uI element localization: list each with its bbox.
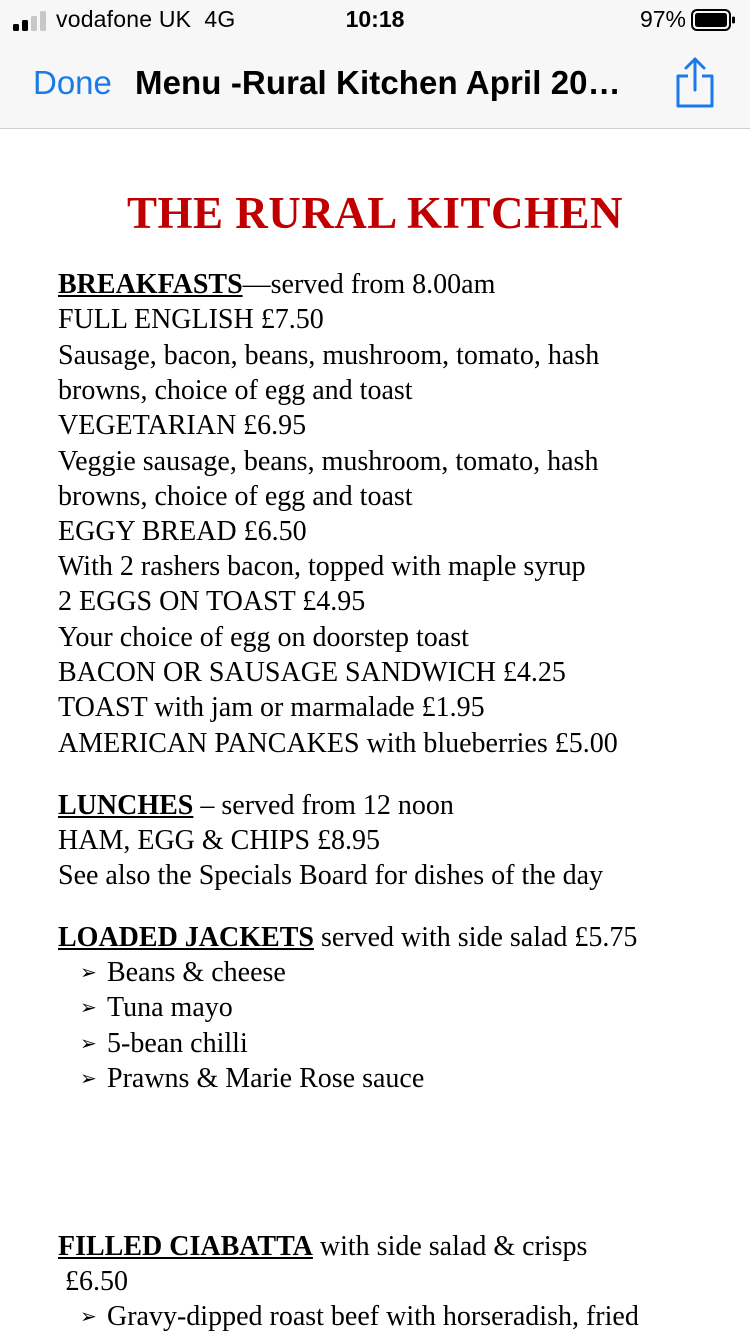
breakfasts-heading-line (58, 271, 495, 299)
menu-item: FULL ENGLISH £7.50 (58, 304, 324, 335)
lunches-subtitle: – served from 12 noon (193, 790, 454, 821)
document-title: Menu -Rural Kitchen April 20… (135, 64, 621, 101)
menu-heading: THE RURAL KITCHEN (126, 188, 624, 238)
list-item (80, 1065, 424, 1093)
share-icon[interactable] (674, 56, 716, 108)
loaded-jackets-title: LOADED JACKETS (58, 922, 314, 953)
menu-item-description: Veggie sausage, beans, mushroom, tomato, hash (58, 446, 599, 477)
clock: 10:18 (345, 6, 405, 32)
navigation-bar (0, 40, 750, 129)
loaded-jackets-heading-line (58, 924, 637, 952)
battery-icon (691, 9, 736, 31)
list-item-label: Prawns & Marie Rose sauce (107, 1063, 425, 1094)
filled-ciabatta-subtitle: with side salad & crisps (312, 1231, 588, 1262)
lunches-heading-line (58, 792, 454, 820)
list-item-label: 5-bean chilli (107, 1028, 248, 1059)
list-item-label: Tuna mayo (107, 992, 233, 1023)
breakfasts-subtitle: —served from 8.00am (242, 269, 496, 300)
filled-ciabatta-price: £6.50 (65, 1266, 128, 1297)
list-item (80, 1030, 248, 1058)
menu-item: 2 EGGS ON TOAST £4.95 (58, 586, 366, 617)
bullet-arrow-icon: ➢ (80, 1304, 97, 1328)
menu-item-description: See also the Specials Board for dishes of the day (58, 860, 604, 891)
breakfasts-title: BREAKFASTS (58, 269, 243, 300)
menu-item-description: Your choice of egg on doorstep toast (58, 622, 469, 653)
done-button[interactable]: Done (33, 64, 112, 101)
bullet-arrow-icon: ➢ (80, 995, 97, 1019)
menu-item: TOAST with jam or marmalade £1.95 (58, 692, 485, 723)
list-item-label: Beans & cheese (107, 957, 286, 988)
menu-item-description: Sausage, bacon, beans, mushroom, tomato, hash (58, 340, 600, 371)
loaded-jackets-subtitle: served with side salad £5.75 (313, 922, 638, 953)
carrier-name: vodafone UK (56, 6, 192, 32)
menu-item-description: browns, choice of egg and toast (58, 375, 413, 406)
lunches-title: LUNCHES (58, 790, 194, 821)
menu-item-description: With 2 rashers bacon, topped with maple syrup (58, 551, 586, 582)
list-item (80, 1303, 639, 1331)
menu-item: EGGY BREAD £6.50 (58, 516, 307, 547)
bullet-arrow-icon: ➢ (80, 960, 97, 984)
filled-ciabatta-heading-line (58, 1233, 587, 1261)
menu-item: BACON OR SAUSAGE SANDWICH £4.25 (58, 657, 566, 688)
menu-item-description: browns, choice of egg and toast (58, 481, 413, 512)
list-item (80, 959, 286, 987)
battery-percent: 97% (639, 6, 686, 32)
network-type: 4G (204, 6, 236, 32)
menu-item: VEGETARIAN £6.95 (58, 410, 307, 441)
menu-item: AMERICAN PANCAKES with blueberries £5.00 (58, 728, 618, 759)
list-item-label: Gravy-dipped roast beef with horseradish, fried (107, 1301, 639, 1332)
status-bar (0, 0, 750, 40)
menu-item: HAM, EGG & CHIPS £8.95 (58, 825, 381, 856)
filled-ciabatta-title: FILLED CIABATTA (58, 1231, 313, 1262)
list-item (80, 994, 233, 1022)
bullet-arrow-icon: ➢ (80, 1031, 97, 1055)
bullet-arrow-icon: ➢ (80, 1066, 97, 1090)
